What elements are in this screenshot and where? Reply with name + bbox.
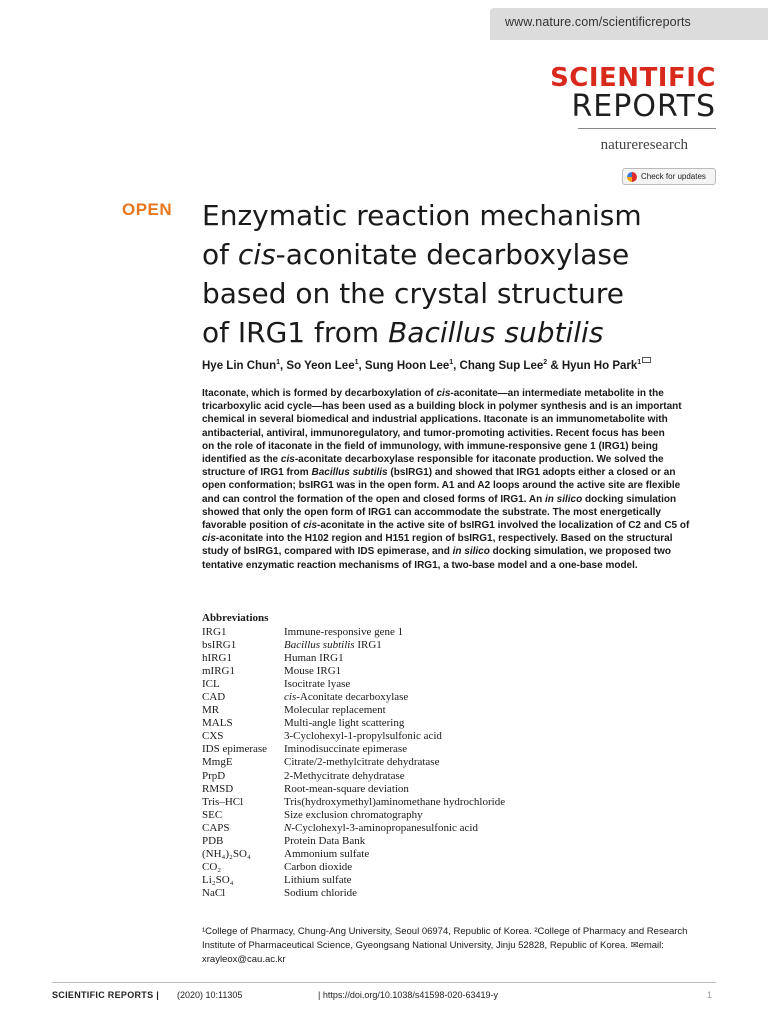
abstract-line: on the role of itaconate in the field of immunology, with immune-responsive gene 1 (IRG1) being <box>202 440 658 452</box>
abbreviation-row <box>202 691 602 704</box>
abbreviation-definition: 3-Cyclohexyl-1-propylsulfonic acid <box>284 730 442 743</box>
author-list: Hye Lin Chun$^1$, So Yeon Lee$^1$, Sung Hoon Lee$^1$, Chang Sup Lee$^2$ & Hyun Ho Park$^1$ <box>202 357 722 372</box>
abbreviation-definition: Immune-responsive gene 1 <box>284 626 404 638</box>
abbreviation-term: hIRG1 <box>202 652 232 665</box>
abbreviation-definition: Multi-angle light scattering <box>284 717 405 730</box>
abstract-line: showed that only the open form of IRG1 can accommodate the substrate. The most energetically <box>202 506 661 518</box>
abbreviation-term: mIRG1 <box>202 665 235 678</box>
footer <box>52 990 498 1000</box>
author-affiliation-mark: 1 <box>276 359 281 367</box>
author-name[interactable]: Hye Lin Chun <box>202 360 277 372</box>
abbreviation-row <box>202 743 602 756</box>
abbreviation-row <box>202 822 602 835</box>
abbreviation-row <box>202 730 602 743</box>
affiliation-line: xrayleox@cau.ac.kr <box>202 954 286 965</box>
author-name[interactable]: Chang Sup Lee <box>459 360 544 372</box>
abbreviation-term: MR <box>202 704 220 717</box>
abbreviation-term: MmgE <box>202 756 233 769</box>
abbreviation-row <box>202 678 602 691</box>
journal-logo-reports: REPORTS <box>571 89 716 124</box>
abbreviation-term: Li₂SO₄ <box>202 873 234 886</box>
abstract-line: Itaconate, which is formed by decarboxylation of cis-aconitate—an intermediate metabolite in the <box>202 388 664 399</box>
abstract-line: tentative enzymatic reaction mechanisms of IRG1, a two-base model and a one-base model. <box>202 559 638 571</box>
abbreviation-row <box>202 848 602 861</box>
affiliations <box>202 925 716 967</box>
abstract-line: structure of IRG1 from Bacillus subtilis (bsIRG1) and showed that IRG1 adopts either a closed or an <box>202 467 676 479</box>
crossmark-icon <box>627 172 637 182</box>
abbreviation-term: RMSD <box>202 782 234 795</box>
abbreviation-row <box>202 717 602 730</box>
abbreviation-term: (NH₄)₂SO₄ <box>202 847 251 860</box>
abbreviation-definition: Tris(hydroxymethyl)aminomethane hydrochloride <box>284 795 506 808</box>
abbreviation-term: PrpD <box>202 769 226 782</box>
abbreviation-row <box>202 756 602 769</box>
footer-doi[interactable]: | https://doi.org/10.1038/s41598-020-63419-y <box>318 990 498 1000</box>
abbreviation-row <box>202 809 602 822</box>
abstract-line: study of bsIRG1, compared with IDS epimerase, and in silico docking simulation, we proposed two <box>202 546 671 558</box>
abbreviation-definition: Sodium chloride <box>284 886 358 899</box>
abbreviation-term: CO₂ <box>202 860 222 873</box>
abstract-line: favorable position of cis-aconitate in the active site of bsIRG1 involved the localization of C2 and C5 of <box>202 520 690 532</box>
title-line: Enzymatic reaction mechanism <box>202 199 642 232</box>
journal-url[interactable]: www.nature.com/scientificreports <box>505 15 691 29</box>
footer-divider <box>52 982 716 983</box>
abbreviation-definition: Human IRG1 <box>284 652 344 665</box>
abbreviation-term: bsIRG1 <box>202 639 237 652</box>
abbreviation-definition: Lithium sulfate <box>284 873 352 886</box>
author-affiliation-mark: 1 <box>637 359 642 367</box>
title-line: of IRG1 from Bacillus subtilis <box>202 316 604 349</box>
author-affiliation-mark: 1 <box>354 359 359 367</box>
abbreviation-definition: Protein Data Bank <box>284 834 366 847</box>
abbreviation-definition: N-Cyclohexyl-3-aminopropanesulfonic acid <box>284 821 478 834</box>
abbreviation-term: MALS <box>202 717 233 730</box>
abbreviation-term: IDS epimerase <box>202 743 268 756</box>
open-access-label: OPEN <box>122 200 173 219</box>
page-number: 1 <box>707 990 713 1000</box>
journal-logo-scientific: SCIENTIFIC <box>550 63 716 93</box>
abstract-line: and can control the formation of the open and closed forms of IRG1. An in silico docking simulation <box>202 493 677 505</box>
abbreviation-term: IRG1 <box>202 626 227 638</box>
publisher-name: natureresearch <box>600 137 688 153</box>
check-for-updates-button[interactable] <box>622 168 716 185</box>
author-name[interactable]: Sung Hoon Lee <box>364 360 450 372</box>
abstract-line: antibacterial, antiviral, immunoregulatory, and tumor-promoting activities. Recent focus has been <box>202 427 665 439</box>
abbreviations-table <box>202 626 602 900</box>
abstract-line: tricarboxylic acid cycle—has been used as a building block in polymer synthesis and is an important <box>202 401 682 413</box>
footer-citation: (2020) 10:11305 <box>177 990 243 1000</box>
abbreviation-definition: Isocitrate lyase <box>284 678 351 691</box>
abbreviation-definition: Ammonium sulfate <box>284 847 370 860</box>
affiliation-line: Institute of Pharmaceutical Science, Gyeongsang National University, Jinju 52828, Republic of Korea. ✉email: <box>202 940 664 951</box>
title-line: of cis-aconitate decarboxylase <box>202 238 630 271</box>
logo-divider <box>578 128 716 129</box>
abbreviation-term: ICL <box>202 678 220 691</box>
author-affiliation-mark: 2 <box>543 359 548 367</box>
abstract <box>202 387 722 572</box>
abbreviation-row <box>202 796 602 809</box>
abbreviation-definition: Citrate/2-methylcitrate dehydratase <box>284 756 440 769</box>
abbreviation-row <box>202 639 602 652</box>
abbreviation-term: SEC <box>202 808 223 821</box>
abbreviation-term: CAPS <box>202 821 230 834</box>
abbreviation-row <box>202 770 602 783</box>
abbreviation-definition: Molecular replacement <box>284 704 386 717</box>
abbreviation-row <box>202 835 602 848</box>
abbreviation-row <box>202 665 602 678</box>
email-icon[interactable] <box>642 357 651 363</box>
abbreviation-row <box>202 626 602 639</box>
abbreviation-row <box>202 874 602 887</box>
abbreviation-definition: cis-Aconitate decarboxylase <box>284 691 409 704</box>
abbreviation-row <box>202 652 602 665</box>
abbreviations-heading: Abbreviations <box>202 612 269 624</box>
title-line: based on the crystal structure <box>202 277 624 310</box>
abbreviation-term: Tris–HCl <box>202 795 244 808</box>
abstract-line: identified as the cis-aconitate decarboxylase responsible for itaconate production. We solved the <box>202 454 664 466</box>
affiliation-line: ¹College of Pharmacy, Chung-Ang University, Seoul 06974, Republic of Korea. ²College of Pharmacy and Research <box>202 926 688 937</box>
abbreviation-definition: Root-mean-square deviation <box>284 782 409 795</box>
author-affiliation-mark: 1 <box>449 359 454 367</box>
abbreviation-term: CXS <box>202 730 224 743</box>
abbreviation-definition: 2-Methycitrate dehydratase <box>284 769 405 782</box>
author-name[interactable]: Hyun Ho Park <box>561 360 638 372</box>
abbreviation-definition: Mouse IRG1 <box>284 665 342 678</box>
abbreviation-definition: Bacillus subtilis IRG1 <box>284 639 382 652</box>
abbreviation-definition: Carbon dioxide <box>284 860 353 873</box>
abbreviation-row <box>202 704 602 717</box>
abstract-line: cis-aconitate into the H102 region and H151 region of bsIRG1, respectively. Based on the structural <box>202 533 673 545</box>
abbreviation-row <box>202 861 602 874</box>
abstract-line: open conformation; bsIRG1 was in the open form. A1 and A2 loops around the active site are flexible <box>202 480 681 492</box>
footer-journal: SCIENTIFIC REPORTS | <box>52 990 160 1000</box>
abbreviation-term: NaCl <box>202 886 226 899</box>
abbreviation-term: CAD <box>202 691 226 704</box>
check-for-updates-label: Check for updates <box>641 172 706 181</box>
abbreviation-row <box>202 783 602 796</box>
abbreviation-term: PDB <box>202 834 224 847</box>
author-name[interactable]: So Yeon Lee <box>286 360 355 372</box>
abbreviation-definition: Iminodisuccinate epimerase <box>284 743 408 756</box>
article-title <box>202 196 682 352</box>
abbreviation-definition: Size exclusion chromatography <box>284 808 423 821</box>
abstract-line: chemical in several biomedical and industrial applications. Itaconate is an immunometabolite with <box>202 414 668 426</box>
abbreviation-row <box>202 887 602 900</box>
